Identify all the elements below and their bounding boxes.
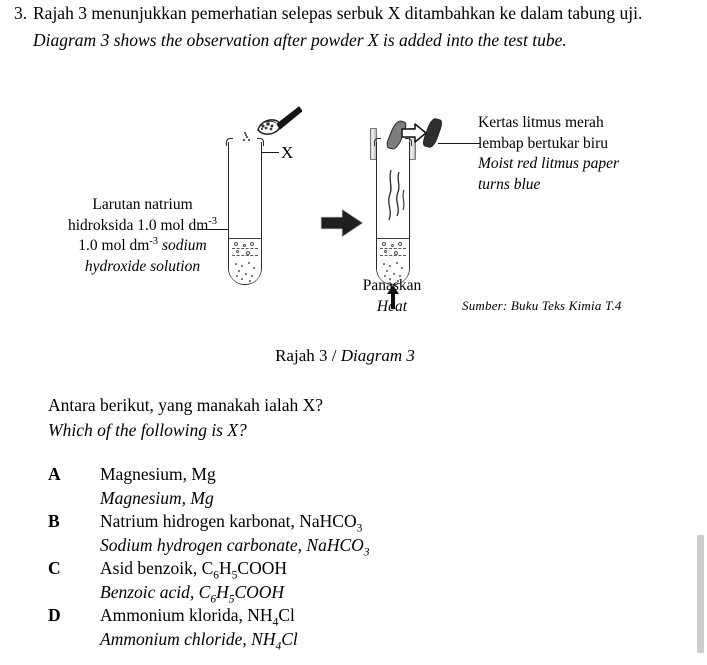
litmus-label-ms-line2: lembap bertukar biru xyxy=(478,134,608,152)
formula-subscript: 6 xyxy=(213,569,220,582)
formula-text: Ammonium klorida, NH xyxy=(100,605,273,625)
page-scrollbar-track[interactable] xyxy=(694,0,707,665)
formula-text: Ammonium chloride, NH xyxy=(100,628,276,649)
option-body xyxy=(100,510,668,557)
heat-label-ms: Panaskan xyxy=(362,277,422,294)
formula-subscript: 4 xyxy=(275,640,282,652)
option-text-malay xyxy=(100,510,668,534)
option-text-malay xyxy=(100,557,668,581)
option-letter: D xyxy=(48,605,61,625)
question-stem-text xyxy=(33,0,690,54)
diagram-caption-ms: Rajah 3 / xyxy=(275,346,337,365)
heat-label-en: Heat xyxy=(376,297,408,315)
formula-text: Cl xyxy=(278,605,295,625)
formula-text: COOH xyxy=(237,558,287,578)
option-body xyxy=(100,604,668,651)
formula-text: H xyxy=(219,558,232,578)
formula-subscript: 5 xyxy=(228,593,235,605)
answer-option-a[interactable] xyxy=(48,463,668,510)
heat-label xyxy=(342,276,442,317)
option-text-english xyxy=(100,487,668,511)
formula-text: Asid benzoik, C xyxy=(100,558,214,578)
option-text-english xyxy=(100,581,668,605)
diagram-caption-en: Diagram 3 xyxy=(340,346,415,365)
formula-subscript: 3 xyxy=(363,546,370,558)
option-body xyxy=(100,463,668,510)
litmus-observation-label xyxy=(478,113,678,195)
formula-text: Sodium hydrogen carbonate, NaHCO xyxy=(100,534,364,555)
option-text-malay xyxy=(100,604,668,628)
sodium-hydroxide-label-en-line1: 1.0 mol $dm^{-3}$ sodium xyxy=(78,235,207,254)
leadin-question xyxy=(48,393,648,443)
option-text-malay xyxy=(100,463,668,487)
page-scrollbar-thumb[interactable] xyxy=(697,535,704,653)
ammonia-gas-vapour xyxy=(383,166,409,222)
transition-arrow-icon xyxy=(318,203,366,243)
formula-text: H xyxy=(216,581,229,602)
answer-option-d[interactable] xyxy=(48,604,668,651)
option-body xyxy=(100,557,668,604)
formula-text: Benzoic acid, C xyxy=(100,581,211,602)
formula-subscript: 4 xyxy=(272,616,279,629)
blue-litmus-paper-icon xyxy=(421,117,444,148)
powder-x-label: X xyxy=(281,143,294,162)
litmus-label-leader-line xyxy=(438,143,480,144)
formula-text: COOH xyxy=(234,581,285,602)
litmus-label-ms-line1: Kertas litmus merah xyxy=(478,114,604,131)
question-stem-english: Diagram 3 shows the observation after powder X is added into the test tube. xyxy=(33,30,567,50)
leadin-english: Which of the following is X? xyxy=(48,420,247,440)
tube-left-solution xyxy=(229,238,261,284)
diagram-3-illustration xyxy=(0,100,690,330)
option-text-english xyxy=(100,628,668,652)
answer-options-list xyxy=(48,463,668,651)
litmus-label-en-line2: turns blue xyxy=(478,175,541,193)
formula-text: Cl xyxy=(281,628,298,649)
test-tube-left xyxy=(228,142,262,285)
litmus-label-en-line1: Moist red litmus paper xyxy=(478,155,620,172)
sodium-hydroxide-label-ms-line2: hidroksida 1.0 mol $dm^{-3}$ xyxy=(67,215,218,234)
option-letter: A xyxy=(48,464,61,484)
option-letter: B xyxy=(48,511,60,531)
leadin-malay: Antara berikut, yang manakah ialah X? xyxy=(48,395,324,415)
sodium-hydroxide-label-en-line2: hydroxide solution xyxy=(84,257,201,275)
answer-option-b[interactable] xyxy=(48,510,668,557)
formula-subscript: 5 xyxy=(231,569,238,582)
sodium-hydroxide-label-ms-line1: Larutan natrium xyxy=(92,196,193,213)
question-number: 3. xyxy=(14,3,28,23)
formula-subscript: 6 xyxy=(210,593,217,605)
question-stem-malay: Rajah 3 menunjukkan pemerhatian selepas serbuk X ditambahkan ke dalam tabung uji. xyxy=(33,3,643,23)
source-credit: Sumber: Buku Teks Kimia T.4 xyxy=(462,298,622,313)
option-letter: C xyxy=(48,558,61,578)
answer-option-c[interactable] xyxy=(48,557,668,604)
question-stem-row xyxy=(0,0,690,54)
question-block xyxy=(0,0,690,54)
sodium-hydroxide-label xyxy=(40,195,245,277)
formula-subscript: 3 xyxy=(356,522,363,535)
diagram-caption xyxy=(0,346,690,366)
formula-text: Magnesium, Mg xyxy=(100,487,214,508)
formula-text: Natrium hidrogen karbonat, NaHCO xyxy=(100,511,357,531)
formula-text: Magnesium, Mg xyxy=(100,464,216,484)
option-text-english xyxy=(100,534,668,558)
